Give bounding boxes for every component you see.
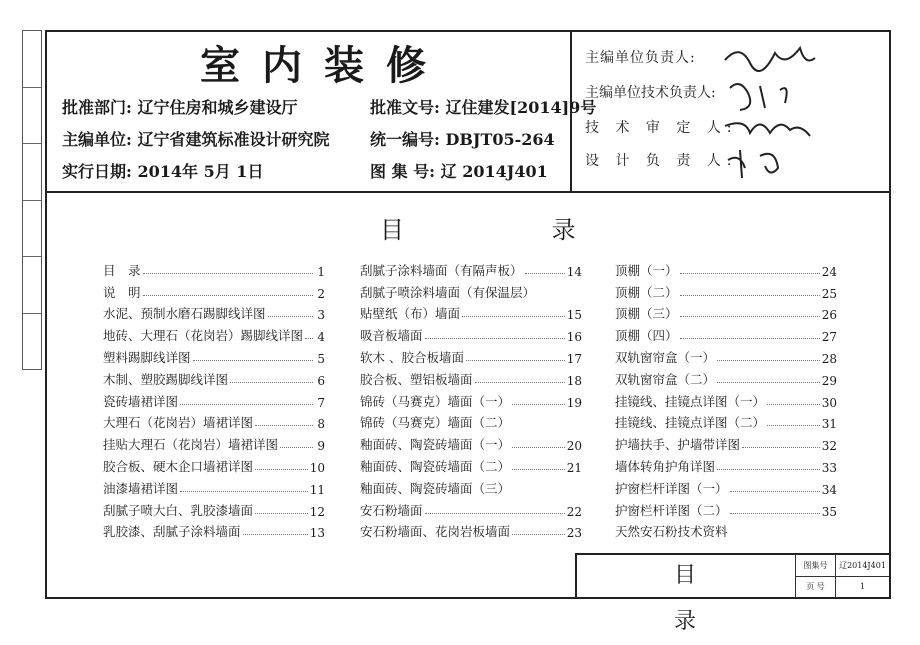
toc-entry-page: 4 (317, 330, 325, 345)
toc-entry-page: 23 (566, 526, 582, 541)
leader-dots (680, 273, 820, 274)
leader-dots (255, 469, 308, 470)
page-value: 1 (835, 577, 889, 597)
toc-entry[interactable] (360, 431, 582, 453)
toc-entry[interactable] (103, 497, 325, 519)
responsible-label: 技 术 审 定 人: (585, 120, 738, 136)
toc-entry[interactable] (360, 279, 582, 301)
date-label: 实行日期: (62, 162, 132, 181)
editor: 辽宁省建筑标准设计研究院 (137, 130, 330, 149)
toc-entry-title: 瓷砖墙裙详图 (103, 393, 179, 409)
leader-dots (512, 534, 565, 535)
leader-dots (680, 295, 820, 296)
toc-entry-page: 1 (317, 264, 325, 279)
toc-entry-page: 21 (566, 460, 582, 475)
leader-dots (680, 316, 820, 317)
toc-entry-page: 27 (821, 330, 837, 345)
toc-entry-page: 31 (821, 417, 837, 432)
toc-entry-page: 32 (821, 439, 837, 454)
document-title: 室内装修 (200, 42, 448, 89)
toc-entry[interactable] (360, 497, 582, 519)
toc-entry-title: 釉面砖、陶瓷砖墙面（一） (360, 437, 511, 453)
toc-entry-page: 20 (566, 439, 582, 454)
leader-dots (767, 404, 820, 405)
atlas-no-label: 图 集 号: (370, 162, 436, 181)
leader-dots (268, 316, 313, 317)
toc-entry-page: 9 (317, 439, 325, 454)
toc-entry-page: 15 (566, 308, 582, 323)
atlas-no: 辽 2014J401 (440, 162, 548, 181)
leader-dots (742, 447, 820, 448)
toc-entry[interactable] (103, 519, 325, 541)
toc-entry[interactable] (615, 475, 837, 497)
responsible-label: 主编单位负责人: (585, 50, 696, 66)
toc-entry[interactable] (360, 475, 582, 497)
toc-entry[interactable] (615, 257, 837, 279)
toc-entry-title: 锦砖（马赛克）墙面（二） (360, 415, 511, 431)
leader-dots (717, 469, 820, 470)
toc-entry[interactable] (615, 388, 837, 410)
toc-entry[interactable] (360, 257, 582, 279)
leader-dots (525, 273, 565, 274)
toc-entry-page: 14 (566, 264, 582, 279)
leader-dots (143, 273, 313, 274)
leader-dots (730, 491, 820, 492)
toc-entry-page: 26 (821, 308, 837, 323)
toc-entry-title: 锦砖（马赛克）墙面（一） (360, 393, 511, 409)
toc-entry-title: 油漆墙裙详图 (103, 480, 179, 496)
leader-dots (475, 382, 565, 383)
leader-dots (730, 513, 820, 514)
signatures (720, 38, 830, 178)
toc-entry[interactable] (360, 519, 582, 541)
toc-entry[interactable] (103, 344, 325, 366)
toc-entry-title: 水泥、预制水磨石踢脚线详图 (103, 306, 266, 322)
toc-entry-title: 顶棚（二） (615, 284, 678, 300)
unified-no-label: 统一编号: (370, 130, 440, 149)
toc-entry-page: 11 (309, 482, 325, 497)
leader-dots (512, 404, 565, 405)
toc-entry-title: 挂镜线、挂镜点详图（一） (615, 393, 766, 409)
toc-entry[interactable] (360, 366, 582, 388)
toc-entry[interactable] (615, 410, 837, 432)
toc-entry-title: 顶棚（三） (615, 306, 678, 322)
leader-dots (280, 447, 313, 448)
leader-dots (512, 469, 565, 470)
toc-entry[interactable] (103, 453, 325, 475)
toc-entry[interactable] (360, 322, 582, 344)
toc-entry[interactable] (360, 344, 582, 366)
toc-entry[interactable] (615, 344, 837, 366)
toc-entry-title: 说 明 (103, 284, 141, 300)
approval-doc: 辽住建发[2014]9号 (445, 98, 597, 117)
binding-margin-strip (22, 30, 42, 370)
toc-entry-title: 顶棚（一） (615, 262, 678, 278)
toc-entry-page: 7 (317, 395, 325, 410)
toc-entry[interactable] (103, 301, 325, 323)
toc-entry[interactable] (360, 453, 582, 475)
toc-entry-title: 双轨窗帘盒（二） (615, 371, 716, 387)
toc-entry-title: 护窗栏杆详图（一） (615, 480, 728, 496)
toc-entry-title: 挂镜线、挂镜点详图（二） (615, 415, 766, 431)
leader-dots (305, 338, 313, 339)
toc-entry[interactable] (103, 431, 325, 453)
responsible-label: 设 计 负 责 人: (585, 153, 738, 169)
toc-entry-page: 16 (566, 330, 582, 345)
leader-dots (462, 316, 565, 317)
toc-entry-title: 刮腻子喷大白、乳胶漆墙面 (103, 502, 254, 518)
toc-entry[interactable] (103, 257, 325, 279)
leader-dots (717, 382, 820, 383)
toc-entry-page: 30 (821, 395, 837, 410)
date: 2014年 5月 1日 (137, 162, 264, 181)
toc-entry-page: 2 (317, 286, 325, 301)
toc-entry-page: 22 (566, 504, 582, 519)
toc-entry-page: 29 (821, 373, 837, 388)
toc-entry-page: 24 (821, 264, 837, 279)
leader-dots (180, 404, 313, 405)
toc-entry-title: 护窗栏杆详图（二） (615, 502, 728, 518)
toc-entry[interactable] (615, 279, 837, 301)
toc-entry[interactable] (615, 431, 837, 453)
toc-entry[interactable] (615, 497, 837, 519)
leader-dots (717, 360, 820, 361)
toc-entry[interactable] (103, 322, 325, 344)
leader-dots (255, 513, 308, 514)
toc-entry[interactable] (360, 410, 582, 432)
toc-entry-page: 19 (566, 395, 582, 410)
toc-entry-title: 釉面砖、陶瓷砖墙面（二） (360, 458, 511, 474)
toc-entry[interactable] (615, 322, 837, 344)
toc-entry-page: 10 (309, 460, 325, 475)
toc-entry-title: 顶棚（四） (615, 328, 678, 344)
toc-entry-page: 17 (566, 351, 582, 366)
leader-dots (230, 382, 313, 383)
toc-entry[interactable] (615, 366, 837, 388)
toc-entry-page: 5 (317, 351, 325, 366)
leader-dots (512, 447, 565, 448)
toc-entry[interactable] (360, 301, 582, 323)
responsible-label: 主编单位技术负责人: (585, 85, 716, 101)
leader-dots (255, 425, 313, 426)
leader-dots (243, 534, 308, 535)
approval-dept-label: 批准部门: (62, 98, 132, 117)
toc-entry[interactable] (615, 301, 837, 323)
approval-dept: 辽宁住房和城乡建设厅 (137, 98, 298, 117)
toc-entry[interactable] (615, 519, 837, 541)
toc-entry-page: 3 (317, 308, 325, 323)
toc-entry[interactable] (103, 279, 325, 301)
toc-entry-title: 乳胶漆、刮腻子涂料墙面 (103, 524, 241, 540)
toc-entry[interactable] (103, 366, 325, 388)
leader-dots (767, 425, 820, 426)
toc-title: 目 录 (380, 216, 646, 244)
toc-entry-title: 吸音板墙面 (360, 328, 423, 344)
toc-entry-title: 釉面砖、陶瓷砖墙面（三） (360, 480, 511, 496)
toc-column-2 (360, 257, 582, 540)
toc-entry-title: 刮腻子喷涂料墙面（有保温层） (360, 284, 536, 300)
toc-entry[interactable] (103, 475, 325, 497)
toc-column-3 (615, 257, 837, 540)
toc-entry[interactable] (103, 410, 325, 432)
toc-entry-page: 33 (821, 460, 837, 475)
toc-entry-title: 挂贴大理石（花岗岩）墙裙详图 (103, 437, 279, 453)
leader-dots (143, 295, 313, 296)
toc-entry-title: 护墙扶手、护墙带详图 (615, 437, 741, 453)
leader-dots (193, 360, 313, 361)
page-label: 页 号 (795, 577, 835, 597)
toc-entry-page: 18 (566, 373, 582, 388)
leader-dots (425, 513, 565, 514)
editor-label: 主编单位: (62, 130, 132, 149)
toc-entry-title: 软木 、胶合板墙面 (360, 349, 464, 365)
leader-dots (425, 338, 565, 339)
toc-entry-title: 安石粉墙面 (360, 502, 423, 518)
atlas-label: 图集号 (795, 555, 835, 577)
unified-no: DBJT05-264 (445, 130, 555, 149)
toc-entry-title: 刮腻子涂料墙面（有隔声板） (360, 262, 523, 278)
toc-entry-title: 胶合板、塑铝板墙面 (360, 371, 473, 387)
toc-entry-page: 25 (821, 286, 837, 301)
toc-entry-page: 13 (309, 526, 325, 541)
toc-entry-page: 35 (821, 504, 837, 519)
toc-entry-page: 28 (821, 351, 837, 366)
toc-entry-title: 天然安石粉技术资料 (615, 524, 728, 540)
atlas-value: 辽2014J401 (835, 555, 889, 577)
toc-entry-page: 6 (317, 373, 325, 388)
toc-entry-title: 双轨窗帘盒（一） (615, 349, 716, 365)
toc-entry-title: 目 录 (103, 262, 141, 278)
toc-entry-title: 胶合板、硬木企口墙裙详图 (103, 458, 254, 474)
toc-entry-title: 墙体转角护角详图 (615, 458, 716, 474)
toc-entry[interactable] (360, 388, 582, 410)
approval-doc-label: 批准文号: (370, 98, 440, 117)
leader-dots (466, 360, 565, 361)
leader-dots (180, 491, 308, 492)
toc-entry-title: 地砖、大理石（花岗岩）踢脚线详图 (103, 328, 304, 344)
toc-entry-page: 34 (821, 482, 837, 497)
toc-entry-page: 12 (309, 504, 325, 519)
toc-entry-page: 8 (317, 417, 325, 432)
toc-entry[interactable] (103, 388, 325, 410)
title-block-title: 目 录 (673, 563, 746, 634)
toc-entry[interactable] (615, 453, 837, 475)
leader-dots (680, 338, 820, 339)
toc-entry-title: 贴壁纸（布）墙面 (360, 306, 461, 322)
toc-entry-title: 安石粉墙面、花岗岩板墙面 (360, 524, 511, 540)
toc-entry-title: 大理石（花岗岩）墙裙详图 (103, 415, 254, 431)
toc-entry-title: 木制、塑胶踢脚线详图 (103, 371, 229, 387)
toc-entry-title: 塑料踢脚线详图 (103, 349, 191, 365)
toc-column-1 (103, 257, 325, 540)
